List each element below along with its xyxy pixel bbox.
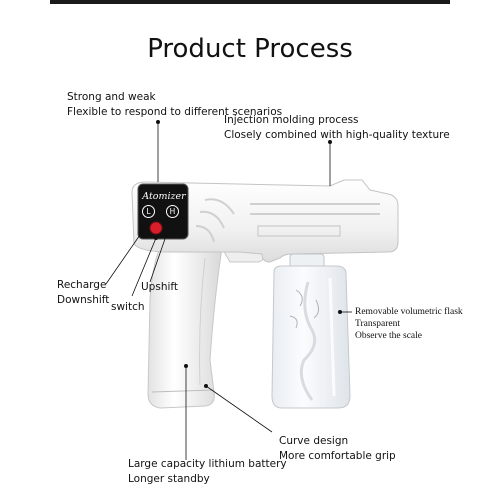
annotation-flask: Removable volumetric flask Transparent Observe the scale xyxy=(355,307,463,341)
high-label: H xyxy=(169,207,176,216)
annotation-injection: Injection molding process Closely combined with high-quality texture xyxy=(224,114,450,141)
annotation-curve: Curve design More comfortable grip xyxy=(279,435,396,462)
annotation-upshift: Upshift xyxy=(141,281,179,293)
annotation-battery: Large capacity lithium battery Longer standby xyxy=(128,458,287,485)
removable-flask xyxy=(272,266,350,408)
annotation-switch: switch xyxy=(111,301,145,313)
screen-label: Atomizer xyxy=(142,191,186,202)
annotation-strong-weak: Strong and weak Flexible to respond to different scenarios xyxy=(67,91,283,118)
high-mode-indicator xyxy=(166,205,179,218)
power-button xyxy=(150,222,162,234)
handle-grip xyxy=(148,248,222,408)
low-label: L xyxy=(146,207,151,216)
low-mode-indicator xyxy=(142,205,155,218)
annotation-recharge: Recharge Downshift xyxy=(57,279,110,306)
page-title: Product Process xyxy=(147,34,353,64)
